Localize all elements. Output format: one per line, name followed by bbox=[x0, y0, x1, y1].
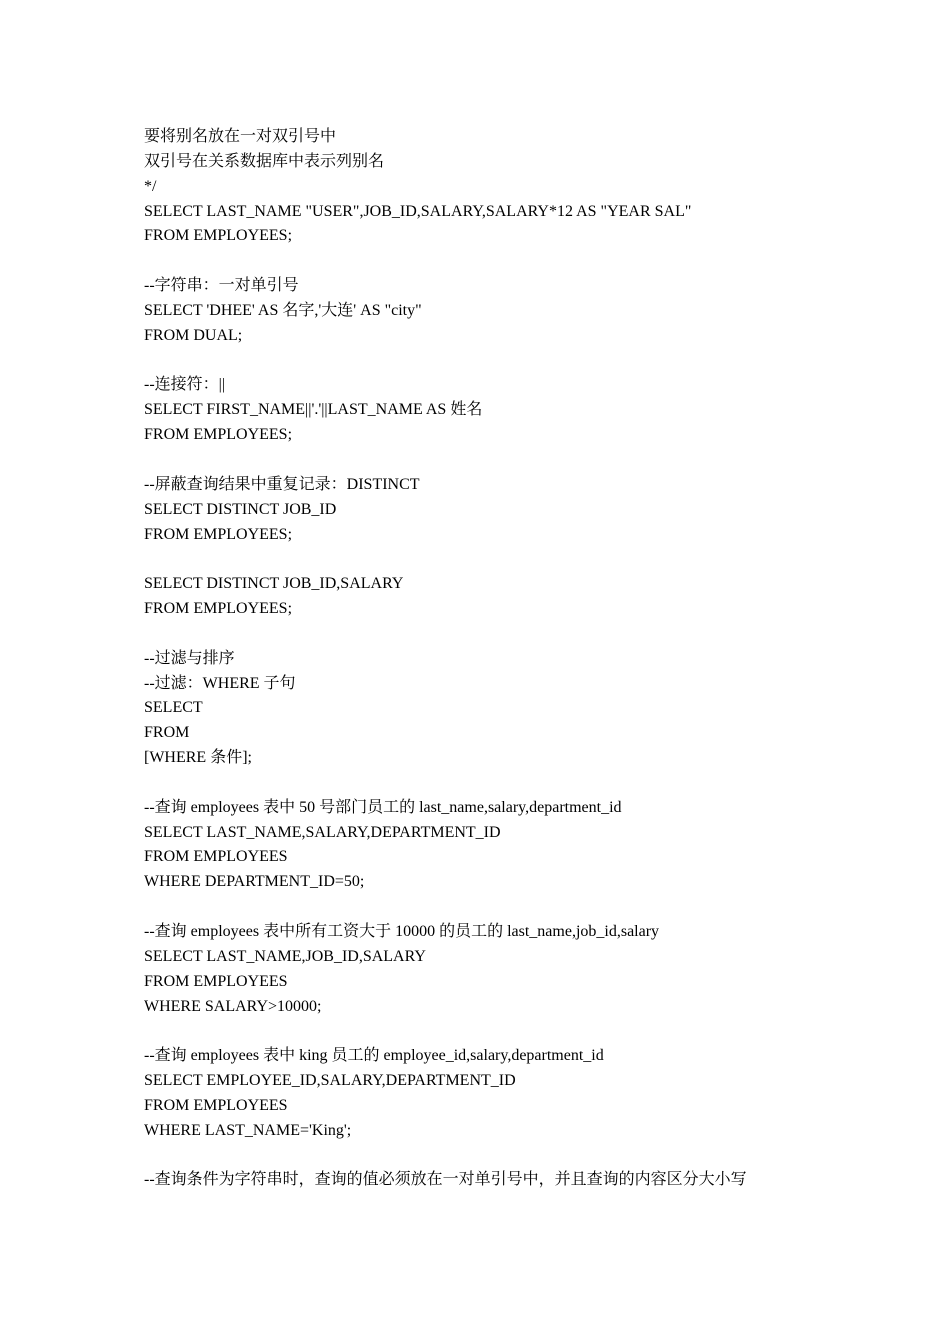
text-line: FROM EMPLOYEES; bbox=[144, 426, 293, 444]
text-line: [WHERE 条件]; bbox=[144, 749, 252, 767]
blank-line bbox=[144, 1144, 904, 1169]
blank-line bbox=[144, 249, 904, 274]
blank-line bbox=[144, 622, 904, 647]
text-line: WHERE SALARY>10000; bbox=[144, 997, 322, 1015]
text-line: --查询 employees 表中 50 号部门员工的 last_name,salary,department_id bbox=[144, 798, 622, 816]
blank-line bbox=[144, 547, 904, 572]
text-line: --查询 employees 表中 king 员工的 employee_id,salary,department_id bbox=[144, 1047, 604, 1065]
text-line: --过滤：WHERE 子句 bbox=[144, 674, 296, 692]
text-line: FROM EMPLOYEES; bbox=[144, 600, 293, 618]
text-line: FROM DUAL; bbox=[144, 326, 243, 344]
text-line: 要将别名放在一对双引号中 bbox=[144, 128, 337, 145]
document-body bbox=[144, 125, 904, 1193]
text-line: SELECT DISTINCT JOB_ID,SALARY bbox=[144, 575, 404, 593]
blank-line bbox=[144, 448, 904, 473]
text-line: FROM EMPLOYEES bbox=[144, 1096, 288, 1114]
text-line: SELECT 'DHEE' AS 名字,'大连' AS "city" bbox=[144, 301, 422, 319]
blank-line bbox=[144, 1019, 904, 1044]
text-line: 双引号在关系数据库中表示列别名 bbox=[144, 152, 385, 170]
text-line: FROM EMPLOYEES bbox=[144, 972, 288, 990]
text-line: --查询条件为字符串时，查询的值必须放在一对单引号中，并且查询的内容区分大小写 bbox=[144, 1171, 747, 1189]
blank-line bbox=[144, 771, 904, 796]
blank-line bbox=[144, 349, 904, 374]
text-line: SELECT EMPLOYEE_ID,SALARY,DEPARTMENT_ID bbox=[144, 1072, 516, 1090]
text-line: SELECT DISTINCT JOB_ID bbox=[144, 500, 337, 518]
text-line: --连接符：|| bbox=[144, 376, 226, 394]
text-line: WHERE DEPARTMENT_ID=50; bbox=[144, 873, 365, 891]
text-line: --屏蔽查询结果中重复记录：DISTINCT bbox=[144, 475, 420, 493]
text-line: WHERE LAST_NAME='King'; bbox=[144, 1121, 352, 1139]
text-line: FROM bbox=[144, 724, 190, 742]
text-line: --字符串：一对单引号 bbox=[144, 277, 299, 295]
blank-line bbox=[144, 895, 904, 920]
text-line: --过滤与排序 bbox=[144, 649, 235, 667]
text-line: SELECT LAST_NAME,SALARY,DEPARTMENT_ID bbox=[144, 823, 501, 841]
text-line: SELECT FIRST_NAME||'.'||LAST_NAME AS 姓名 bbox=[144, 401, 483, 419]
text-line: --查询 employees 表中所有工资大于 10000 的员工的 last_name,job_id,salary bbox=[144, 923, 660, 940]
text-line: SELECT LAST_NAME,JOB_ID,SALARY bbox=[144, 947, 426, 965]
text-line: FROM EMPLOYEES; bbox=[144, 227, 293, 245]
text-line: FROM EMPLOYEES bbox=[144, 848, 288, 866]
text-line: SELECT LAST_NAME "USER",JOB_ID,SALARY,SALARY*12 AS "YEAR SAL" bbox=[144, 202, 692, 220]
text-line: */ bbox=[144, 177, 157, 195]
text-line: SELECT bbox=[144, 699, 203, 717]
text-line: FROM EMPLOYEES; bbox=[144, 525, 293, 543]
